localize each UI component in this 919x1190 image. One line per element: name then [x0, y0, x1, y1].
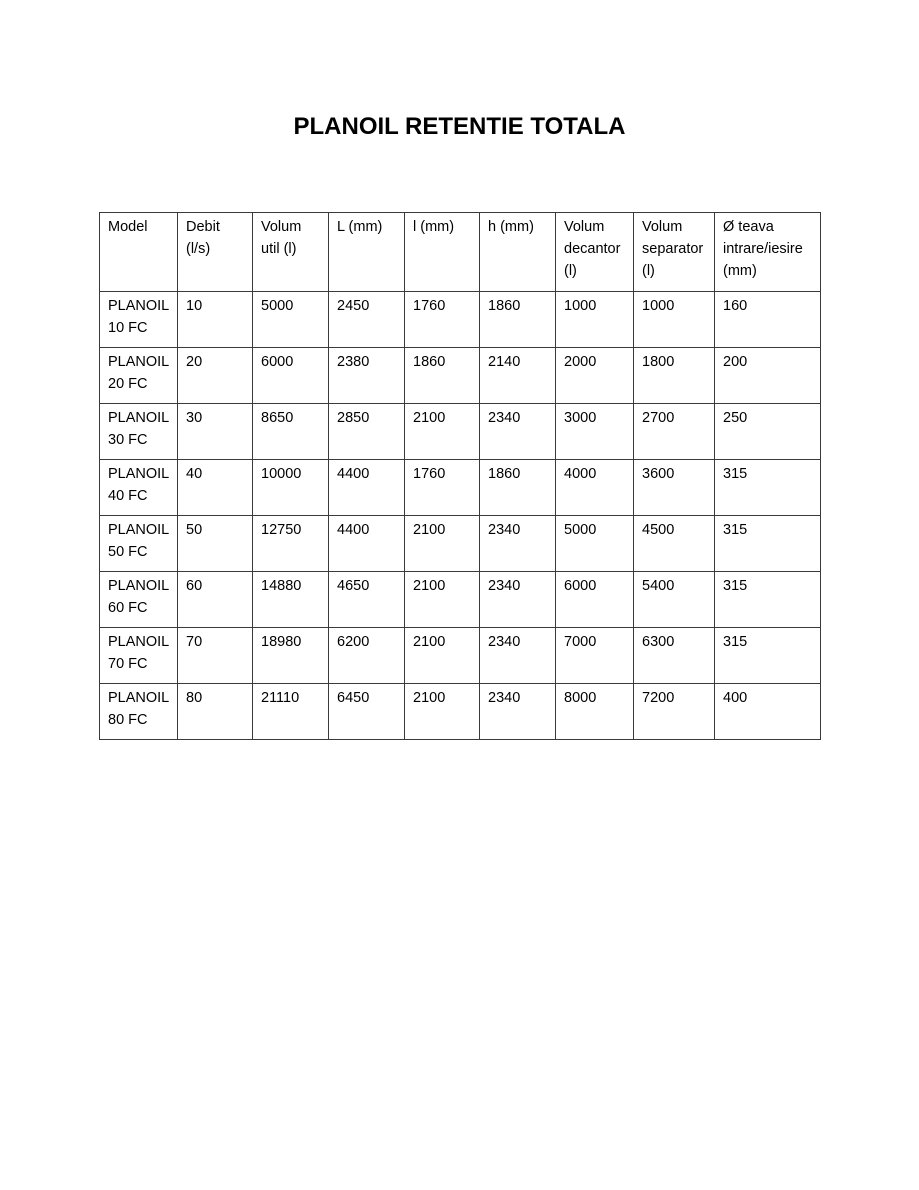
table-cell: 21110 [253, 684, 329, 740]
table-cell: 1000 [634, 292, 715, 348]
header-pipe-diameter [715, 213, 821, 292]
model-line: 80 FC [108, 712, 148, 728]
table-cell: 2100 [405, 516, 480, 572]
table-cell: 8000 [556, 684, 634, 740]
table-cell: 6300 [634, 628, 715, 684]
table-row [100, 348, 821, 404]
model-line: PLANOIL [108, 466, 170, 482]
model-cell [100, 684, 178, 740]
header-line: intrare/iesire [723, 241, 803, 257]
table-cell: 200 [715, 348, 821, 404]
header-line: Volum [642, 219, 683, 235]
table-cell: 2100 [405, 404, 480, 460]
table-cell: 2100 [405, 572, 480, 628]
table-row [100, 404, 821, 460]
table-cell: 1860 [405, 348, 480, 404]
table-cell: 2850 [329, 404, 405, 460]
model-line: 60 FC [108, 600, 148, 616]
model-line: 70 FC [108, 656, 148, 672]
model-line: PLANOIL [108, 522, 170, 538]
table-cell: 1760 [405, 460, 480, 516]
table-cell: 250 [715, 404, 821, 460]
table-cell: 4000 [556, 460, 634, 516]
table-cell: 2340 [480, 572, 556, 628]
table-row [100, 684, 821, 740]
table-cell: 10000 [253, 460, 329, 516]
table-row [100, 572, 821, 628]
table-cell: 315 [715, 628, 821, 684]
table-cell: 2100 [405, 628, 480, 684]
table-cell: 10 [178, 292, 253, 348]
table-cell: 1760 [405, 292, 480, 348]
model-line: PLANOIL [108, 354, 170, 370]
table-cell: 1800 [634, 348, 715, 404]
table-row [100, 628, 821, 684]
header-line: (l/s) [186, 241, 211, 257]
table-cell: 40 [178, 460, 253, 516]
table-cell: 2340 [480, 404, 556, 460]
table-row [100, 292, 821, 348]
model-cell [100, 516, 178, 572]
header-line: L (mm) [337, 219, 383, 235]
page-title: PLANOIL RETENTIE TOTALA [293, 113, 626, 140]
model-cell [100, 628, 178, 684]
model-cell [100, 348, 178, 404]
model-line: 40 FC [108, 488, 148, 504]
model-cell [100, 404, 178, 460]
table-cell: 2450 [329, 292, 405, 348]
table-cell: 160 [715, 292, 821, 348]
table-cell: 14880 [253, 572, 329, 628]
header-debit [178, 213, 253, 292]
header-length [329, 213, 405, 292]
header-width [405, 213, 480, 292]
table-row [100, 516, 821, 572]
header-line: Volum [564, 219, 605, 235]
table-cell: 4650 [329, 572, 405, 628]
model-line: PLANOIL [108, 298, 170, 314]
model-cell [100, 460, 178, 516]
table-cell: 2340 [480, 628, 556, 684]
table-cell: 2380 [329, 348, 405, 404]
table-cell: 1860 [480, 292, 556, 348]
table-cell: 4400 [329, 460, 405, 516]
table-cell: 8650 [253, 404, 329, 460]
specifications-table [99, 212, 821, 740]
table-cell: 1000 [556, 292, 634, 348]
table-body [100, 292, 821, 740]
model-line: PLANOIL [108, 690, 170, 706]
table-cell: 5000 [253, 292, 329, 348]
table-cell: 60 [178, 572, 253, 628]
header-line: decantor [564, 241, 621, 257]
table-cell: 20 [178, 348, 253, 404]
header-volum-util [253, 213, 329, 292]
header-line: Debit [186, 219, 220, 235]
table-cell: 2140 [480, 348, 556, 404]
model-line: 50 FC [108, 544, 148, 560]
header-line: Volum [261, 219, 302, 235]
table-cell: 12750 [253, 516, 329, 572]
header-model [100, 213, 178, 292]
table-cell: 5400 [634, 572, 715, 628]
table-cell: 315 [715, 460, 821, 516]
table-cell: 2340 [480, 516, 556, 572]
table-cell: 6000 [556, 572, 634, 628]
header-volum-decantor [556, 213, 634, 292]
table-header [100, 213, 821, 292]
table-cell: 7000 [556, 628, 634, 684]
header-volum-separator [634, 213, 715, 292]
model-cell [100, 572, 178, 628]
table-cell: 2100 [405, 684, 480, 740]
table-cell: 400 [715, 684, 821, 740]
header-height [480, 213, 556, 292]
table-cell: 30 [178, 404, 253, 460]
header-line: (l) [642, 263, 655, 279]
table-cell: 18980 [253, 628, 329, 684]
table-cell: 3000 [556, 404, 634, 460]
table-row [100, 460, 821, 516]
model-line: 20 FC [108, 376, 148, 392]
table-cell: 2000 [556, 348, 634, 404]
table-cell: 50 [178, 516, 253, 572]
header-line: Ø teava [723, 219, 774, 235]
model-line: PLANOIL [108, 578, 170, 594]
table-cell: 7200 [634, 684, 715, 740]
table-cell: 2340 [480, 684, 556, 740]
table-cell: 6450 [329, 684, 405, 740]
header-line: h (mm) [488, 219, 534, 235]
table-cell: 315 [715, 572, 821, 628]
header-line: l (mm) [413, 219, 455, 235]
model-line: PLANOIL [108, 410, 170, 426]
table-cell: 315 [715, 516, 821, 572]
model-line: PLANOIL [108, 634, 170, 650]
table-cell: 5000 [556, 516, 634, 572]
header-line: util (l) [261, 241, 297, 257]
table-cell: 6000 [253, 348, 329, 404]
table-cell: 6200 [329, 628, 405, 684]
table-cell: 80 [178, 684, 253, 740]
table-cell: 4500 [634, 516, 715, 572]
table-cell: 1860 [480, 460, 556, 516]
table-cell: 3600 [634, 460, 715, 516]
table-cell: 70 [178, 628, 253, 684]
header-row [100, 213, 821, 292]
table-cell: 2700 [634, 404, 715, 460]
model-line: 30 FC [108, 432, 148, 448]
model-line: 10 FC [108, 320, 148, 336]
model-cell [100, 292, 178, 348]
header-line: (l) [564, 263, 577, 279]
header-line: Model [108, 219, 148, 235]
header-line: (mm) [723, 263, 757, 279]
table-cell: 4400 [329, 516, 405, 572]
header-line: separator [642, 241, 704, 257]
